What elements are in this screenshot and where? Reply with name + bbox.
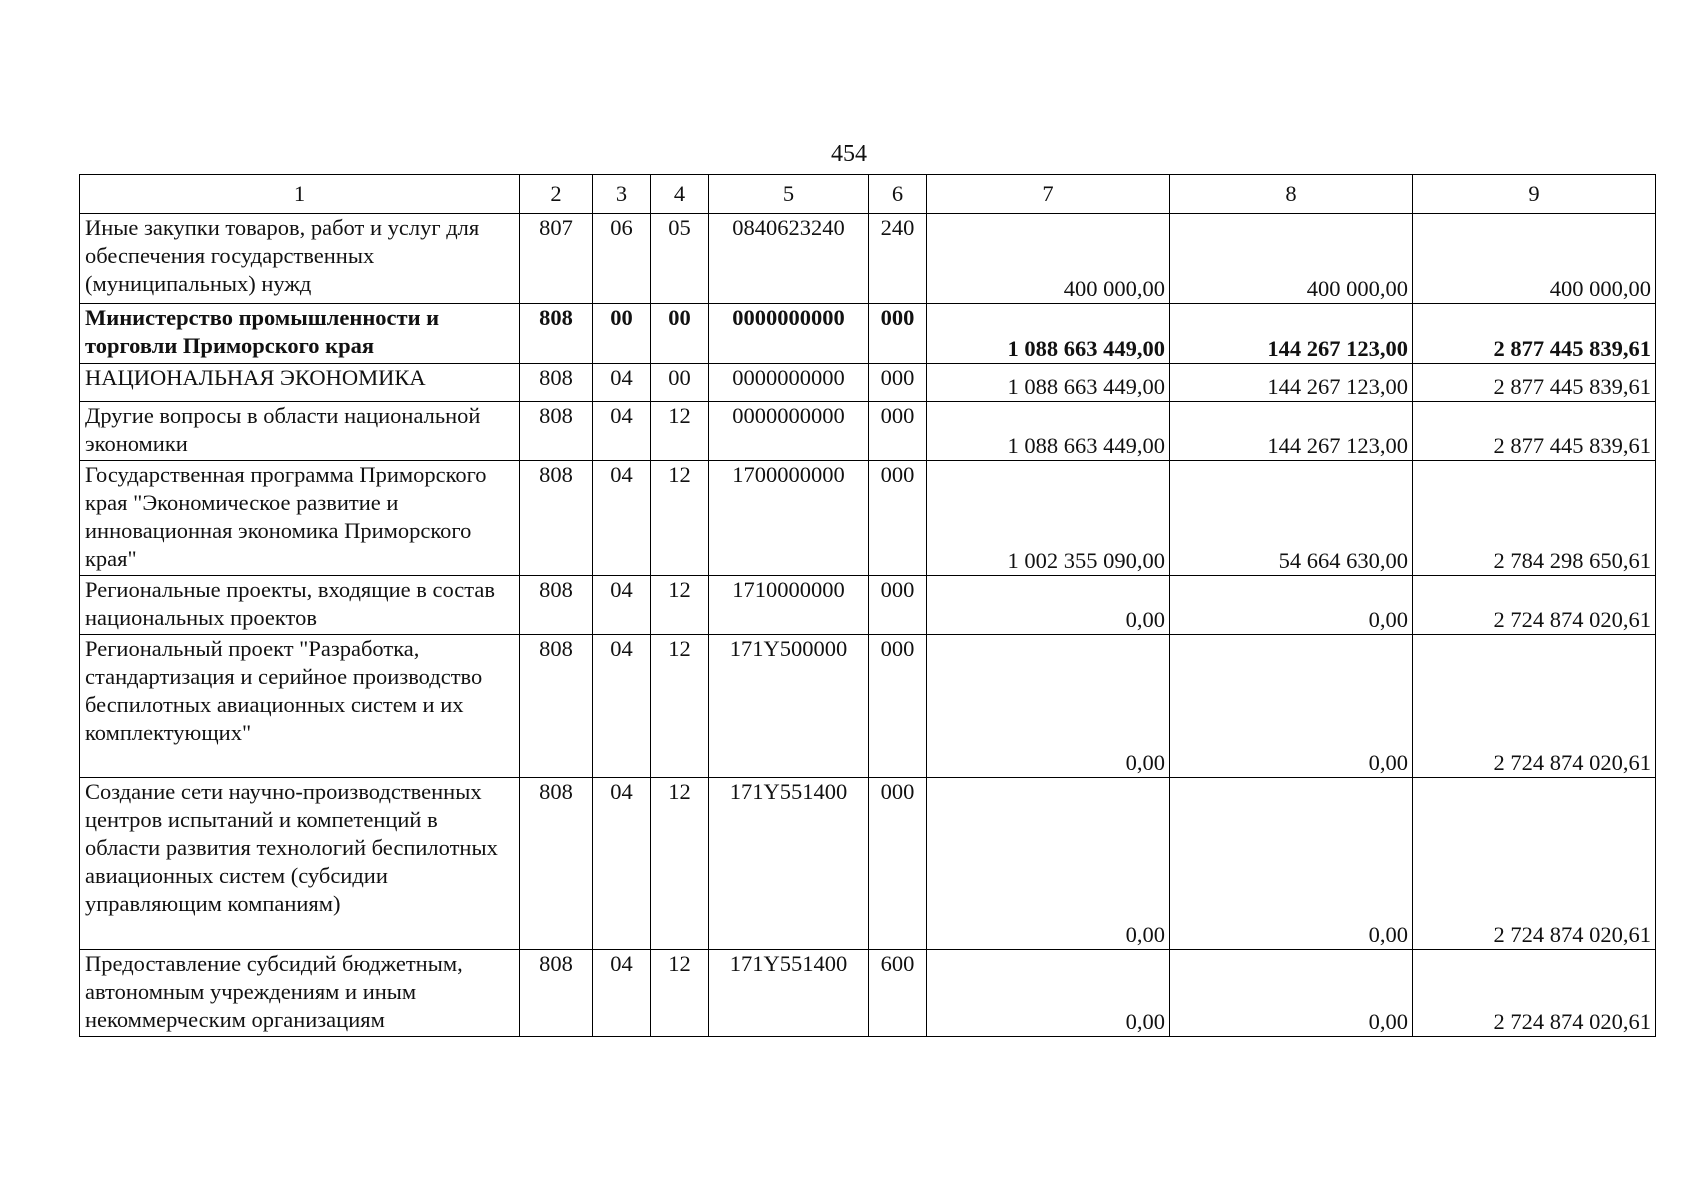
row-name: Государственная программа Приморского края "Экономическое развитие и инновационная экономика Приморского края" — [80, 461, 520, 576]
amount-cell: 144 267 123,00 — [1170, 402, 1413, 461]
amount-cell: 1 088 663 449,00 — [927, 304, 1170, 364]
code-cell: 808 — [520, 576, 593, 635]
code-cell: 1700000000 — [709, 461, 869, 576]
amount-cell: 2 724 874 020,61 — [1413, 950, 1656, 1037]
code-cell: 171Y500000 — [709, 635, 869, 778]
code-cell: 0840623240 — [709, 214, 869, 304]
code-cell: 12 — [651, 402, 709, 461]
row-name: Предоставление субсидий бюджетным, автономным учреждениям и иным некоммерческим организациям — [80, 950, 520, 1037]
amount-cell: 0,00 — [927, 635, 1170, 778]
code-cell: 000 — [869, 461, 927, 576]
row-name: Региональные проекты, входящие в состав национальных проектов — [80, 576, 520, 635]
code-cell: 00 — [651, 304, 709, 364]
column-header: 1 — [80, 175, 520, 214]
column-header: 8 — [1170, 175, 1413, 214]
code-cell: 12 — [651, 635, 709, 778]
amount-cell: 144 267 123,00 — [1170, 304, 1413, 364]
amount-cell: 2 724 874 020,61 — [1413, 635, 1656, 778]
code-cell: 240 — [869, 214, 927, 304]
column-header: 4 — [651, 175, 709, 214]
code-cell: 04 — [593, 364, 651, 402]
table-row — [80, 461, 1656, 576]
amount-cell: 1 002 355 090,00 — [927, 461, 1170, 576]
amount-cell: 0,00 — [1170, 778, 1413, 950]
amount-cell: 2 877 445 839,61 — [1413, 364, 1656, 402]
table-row — [80, 950, 1656, 1037]
column-header: 9 — [1413, 175, 1656, 214]
code-cell: 808 — [520, 778, 593, 950]
row-name: Другие вопросы в области национальной экономики — [80, 402, 520, 461]
amount-cell: 400 000,00 — [1170, 214, 1413, 304]
amount-cell: 2 877 445 839,61 — [1413, 402, 1656, 461]
row-name: Иные закупки товаров, работ и услуг для обеспечения государственных (муниципальных) нужд — [80, 214, 520, 304]
code-cell: 808 — [520, 635, 593, 778]
code-cell: 1710000000 — [709, 576, 869, 635]
code-cell: 12 — [651, 778, 709, 950]
table-row — [80, 364, 1656, 402]
code-cell: 000 — [869, 364, 927, 402]
row-name: Министерство промышленности и торговли Приморского края — [80, 304, 520, 364]
code-cell: 04 — [593, 461, 651, 576]
code-cell: 808 — [520, 304, 593, 364]
table-row — [80, 635, 1656, 778]
code-cell: 171Y551400 — [709, 950, 869, 1037]
table-row — [80, 214, 1656, 304]
code-cell: 000 — [869, 576, 927, 635]
code-cell: 04 — [593, 778, 651, 950]
table-row — [80, 576, 1656, 635]
column-header: 2 — [520, 175, 593, 214]
code-cell: 05 — [651, 214, 709, 304]
code-cell: 0000000000 — [709, 402, 869, 461]
amount-cell: 144 267 123,00 — [1170, 364, 1413, 402]
amount-cell: 2 724 874 020,61 — [1413, 778, 1656, 950]
page-number: 454 — [831, 141, 867, 167]
column-header: 3 — [593, 175, 651, 214]
column-header: 7 — [927, 175, 1170, 214]
amount-cell: 2 724 874 020,61 — [1413, 576, 1656, 635]
code-cell: 00 — [651, 364, 709, 402]
code-cell: 600 — [869, 950, 927, 1037]
amount-cell: 0,00 — [1170, 635, 1413, 778]
code-cell: 000 — [869, 402, 927, 461]
code-cell: 04 — [593, 635, 651, 778]
row-name: Создание сети научно-производственных центров испытаний и компетенций в области развития технологий беспилотных авиационных систем (субсидии управляющим компаниям) — [80, 778, 520, 950]
code-cell: 000 — [869, 635, 927, 778]
amount-cell: 2 784 298 650,61 — [1413, 461, 1656, 576]
row-name: Региональный проект "Разработка, стандартизация и серийное производство беспилотных авиационных систем и их комплектующих" — [80, 635, 520, 778]
amount-cell: 400 000,00 — [1413, 214, 1656, 304]
code-cell: 04 — [593, 950, 651, 1037]
code-cell: 807 — [520, 214, 593, 304]
code-cell: 000 — [869, 778, 927, 950]
row-name: НАЦИОНАЛЬНАЯ ЭКОНОМИКА — [80, 364, 520, 402]
amount-cell: 0,00 — [927, 950, 1170, 1037]
column-header: 6 — [869, 175, 927, 214]
amount-cell: 0,00 — [1170, 576, 1413, 635]
budget-table — [79, 174, 1656, 1037]
code-cell: 808 — [520, 950, 593, 1037]
table-row — [80, 402, 1656, 461]
code-cell: 808 — [520, 402, 593, 461]
code-cell: 12 — [651, 576, 709, 635]
code-cell: 00 — [593, 304, 651, 364]
amount-cell: 1 088 663 449,00 — [927, 402, 1170, 461]
code-cell: 0000000000 — [709, 304, 869, 364]
code-cell: 808 — [520, 364, 593, 402]
table-row — [80, 304, 1656, 364]
amount-cell: 400 000,00 — [927, 214, 1170, 304]
code-cell: 000 — [869, 304, 927, 364]
code-cell: 808 — [520, 461, 593, 576]
code-cell: 04 — [593, 402, 651, 461]
amount-cell: 1 088 663 449,00 — [927, 364, 1170, 402]
code-cell: 04 — [593, 576, 651, 635]
amount-cell: 2 877 445 839,61 — [1413, 304, 1656, 364]
code-cell: 171Y551400 — [709, 778, 869, 950]
column-header: 5 — [709, 175, 869, 214]
amount-cell: 54 664 630,00 — [1170, 461, 1413, 576]
amount-cell: 0,00 — [927, 778, 1170, 950]
code-cell: 12 — [651, 461, 709, 576]
amount-cell: 0,00 — [1170, 950, 1413, 1037]
code-cell: 12 — [651, 950, 709, 1037]
column-number-row — [80, 175, 1656, 214]
amount-cell: 0,00 — [927, 576, 1170, 635]
table-row — [80, 778, 1656, 950]
code-cell: 0000000000 — [709, 364, 869, 402]
code-cell: 06 — [593, 214, 651, 304]
